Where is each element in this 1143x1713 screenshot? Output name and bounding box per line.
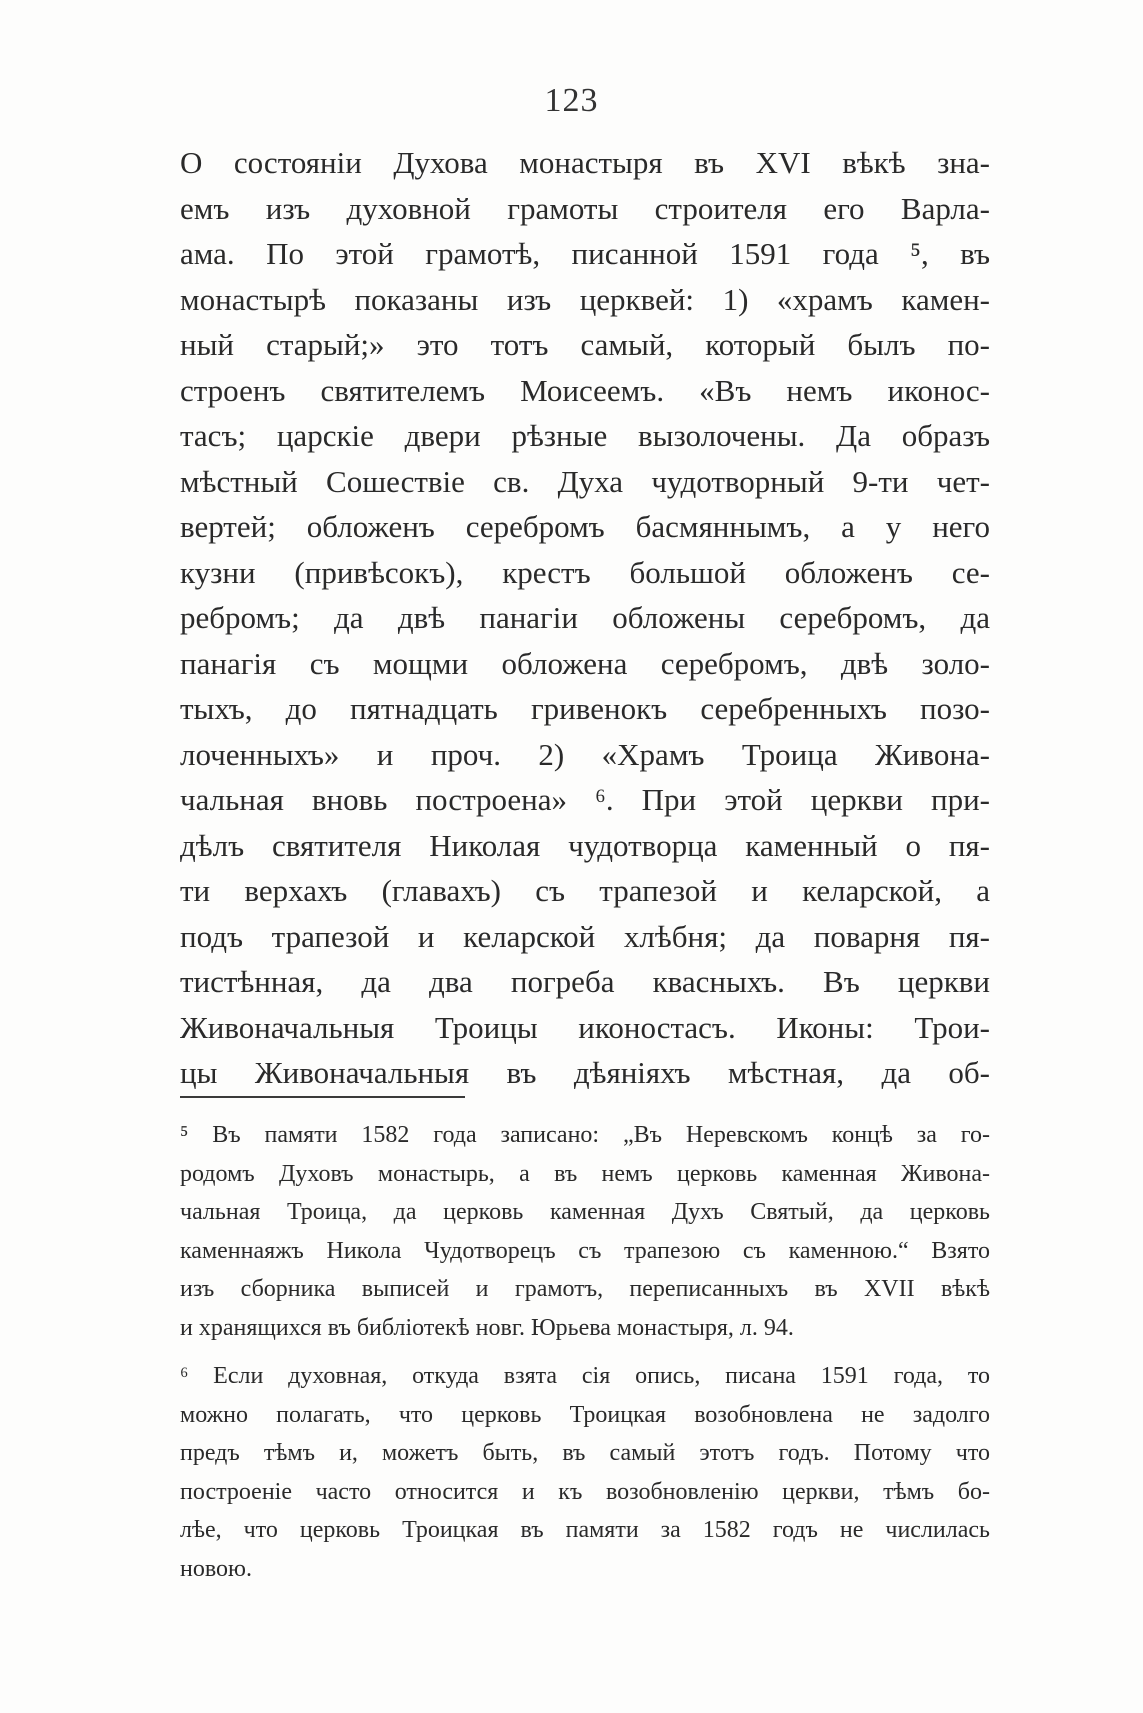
footnote-line: ⁶ Если духовная, откуда взята сiя опись, писана 1591 года, то — [180, 1363, 990, 1389]
footnote-line: родомъ Духовъ монастырь, а въ немъ церковь каменная Живона- — [180, 1160, 990, 1187]
text-line: строенъ святителемъ Моисеемъ. «Въ немъ иконос- — [180, 372, 990, 408]
text-line: мѣстный Сошествiе св. Духа чудотворный 9-ти чет- — [180, 463, 990, 499]
footnotes-block — [180, 1116, 990, 1588]
main-text-block — [180, 140, 990, 1096]
text-line: кузни (привѣсокъ), крестъ большой обложенъ се- — [180, 554, 990, 590]
text-line: ребромъ; да двѣ панагiи обложены серебромъ, да — [180, 600, 990, 635]
footnote-line: лѣе, что церковь Троицкая въ памяти за 1582 годъ не числилась — [180, 1517, 990, 1543]
footnote-line: и хранящихся въ библiотекѣ новг. Юрьева монастыря, л. 94. — [180, 1314, 794, 1341]
footnote-gap — [180, 1347, 990, 1357]
text-line: тыхъ, до пятнадцать гривенокъ серебренныхъ позо- — [180, 691, 990, 726]
footnote-5 — [180, 1116, 990, 1347]
footnote-line: изъ сборника выписей и грамотъ, переписанныхъ въ XVII вѣкѣ — [180, 1276, 990, 1302]
text-line: дѣлъ святителя Николая чудотворца каменный о пя- — [180, 827, 990, 863]
footnote-line: чальная Троица, да церковь каменная Духъ Святый, да церковь — [180, 1199, 990, 1225]
text-line: монастырѣ показаны изъ церквей: 1) «храмъ камен- — [180, 281, 990, 317]
text-line: емъ изъ духовной грамоты строителя его Варла- — [180, 190, 990, 226]
footnote-line: можно полагать, что церковь Троицкая возобновлена не задолго — [180, 1401, 990, 1428]
text-line: ама. По этой грамотѣ, писанной 1591 года ⁵, въ — [180, 236, 990, 271]
text-line: лоченныхъ» и проч. 2) «Храмъ Троица Живона- — [180, 736, 990, 772]
text-line: О состоянiи Духова монастыря въ XVI вѣкѣ зна- — [180, 145, 990, 180]
page-number: 123 — [544, 82, 599, 119]
text-line: тистѣнная, да два погреба квасныхъ. Въ церкви — [180, 964, 990, 999]
text-line: панагiя съ мощми обложена серебромъ, двѣ золо- — [180, 645, 990, 681]
text-line: подъ трапезой и келарской хлѣбня; да поварня пя- — [180, 918, 990, 954]
text-line: ти верхахъ (главахъ) съ трапезой и келарской, а — [180, 873, 990, 908]
text-line: тасъ; царскiе двери рѣзные вызолочены. Да образъ — [180, 418, 990, 453]
text-line: чальная вновь построена» ⁶. При этой церкви при- — [180, 782, 990, 817]
footnote-line: построенiе часто относится и къ возобновленiю церкви, тѣмъ бо- — [180, 1478, 990, 1505]
text-line: вертей; обложенъ серебромъ басмяннымъ, а у него — [180, 509, 990, 544]
footnote-line: каменнаяжъ Никола Чудотворецъ съ трапезою съ каменною.“ Взято — [180, 1237, 990, 1264]
text-line: ный старый;» это тотъ самый, который былъ по- — [180, 327, 990, 362]
footnote-6 — [180, 1357, 990, 1588]
footnote-separator — [180, 1096, 465, 1098]
footnote-line: предъ тѣмъ и, можетъ быть, въ самый этотъ годъ. Потому что — [180, 1440, 990, 1466]
footnote-line: ⁵ Въ памяти 1582 года записано: „Въ Неревскомъ концѣ за го- — [180, 1122, 990, 1148]
text-line: цы Живоначальныя въ дѣянiяхъ мѣстная, да об- — [180, 1055, 990, 1090]
footnote-line: новою. — [180, 1555, 252, 1582]
text-line: Живоначальныя Троицы иконостасъ. Иконы: Трои- — [180, 1009, 990, 1045]
